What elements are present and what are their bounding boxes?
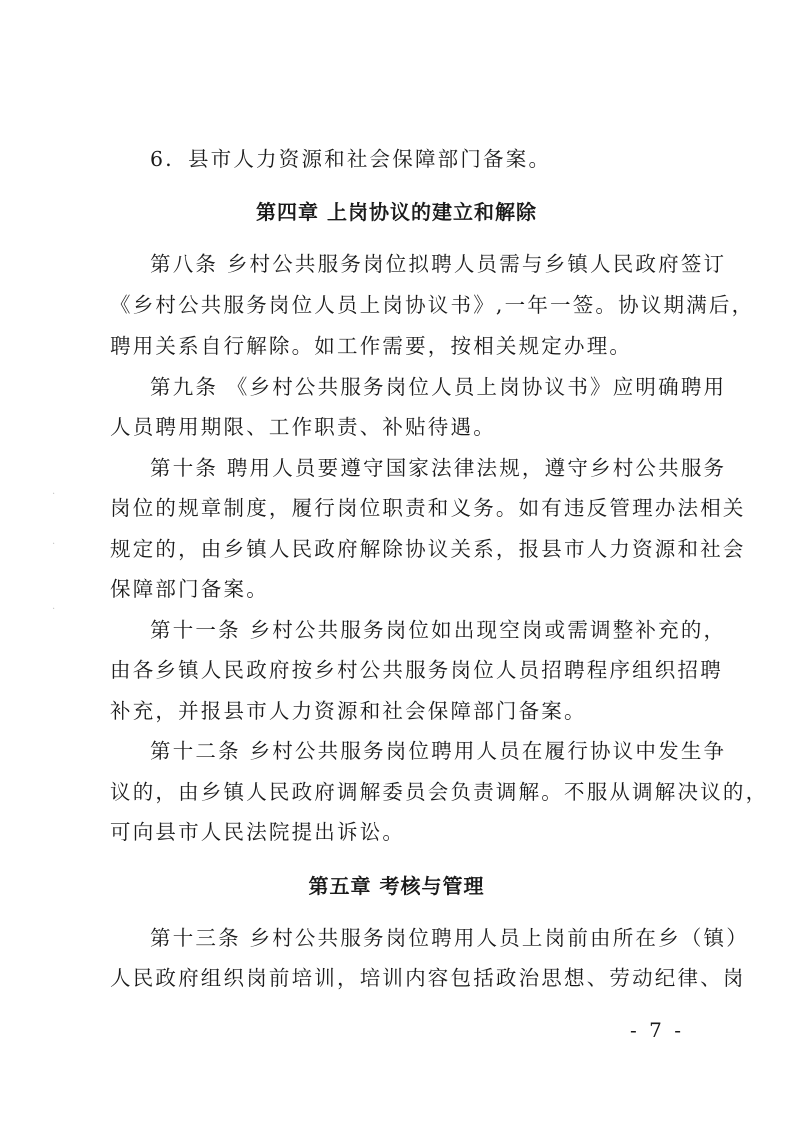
article-10-line-4: 保障部门备案。: [110, 577, 269, 601]
article-8-line-1: 第八条 乡村公共服务岗位拟聘人员需与乡镇人民政府签订: [150, 252, 727, 276]
article-9-line-1: 第九条 《乡村公共服务岗位人员上岗协议书》应明确聘用: [150, 375, 727, 399]
binding-mark-dot: ·: [52, 604, 56, 615]
article-10-line-2: 岗位的规章制度，履行岗位职责和义务。如有违反管理办法相关: [110, 496, 746, 520]
article-12-line-2: 议的，由乡镇人民政府调解委员会负责调解。不服从调解决议的，: [110, 780, 769, 804]
binding-mark-dot: ·: [52, 489, 56, 500]
article-12-line-3: 可向县市人民法院提出诉讼。: [110, 820, 406, 844]
article-11-line-3: 补充，并报县市人力资源和社会保障部门备案。: [110, 699, 587, 723]
page-number: - 7 -: [630, 1018, 684, 1042]
article-12-line-1: 第十二条 乡村公共服务岗位聘用人员在履行协议中发生争: [150, 739, 727, 763]
article-10-line-1: 第十条 聘用人员要遵守国家法律法规，遵守乡村公共服务: [150, 456, 727, 480]
article-8-line-2: 《乡村公共服务岗位人员上岗协议书》,一年一签。协议期满后，: [110, 293, 755, 317]
chapter-4-heading: 第四章 上岗协议的建立和解除: [256, 200, 537, 224]
article-8-line-3: 聘用关系自行解除。如工作需要，按相关规定办理。: [110, 334, 633, 358]
article-13-line-1: 第十三条 乡村公共服务岗位聘用人员上岗前由所在乡（镇）: [150, 926, 749, 950]
binding-mark-dot: ·: [52, 539, 56, 550]
article-11-line-2: 由各乡镇人民政府按乡村公共服务岗位人员招聘程序组织招聘: [110, 658, 723, 682]
article-10-line-3: 规定的，由乡镇人民政府解除协议关系，报县市人力资源和社会: [110, 537, 746, 561]
article-9-line-2: 人员聘用期限、工作职责、补贴待遇。: [110, 415, 496, 439]
list-item-6: 6．县市人力资源和社会保障部门备案。: [150, 147, 552, 171]
article-13-line-2: 人民政府组织岗前培训，培训内容包括政治思想、劳动纪律、岗: [110, 966, 746, 990]
chapter-5-heading: 第五章 考核与管理: [308, 874, 485, 898]
article-11-line-1: 第十一条 乡村公共服务岗位如出现空岗或需调整补充的，: [150, 618, 727, 642]
